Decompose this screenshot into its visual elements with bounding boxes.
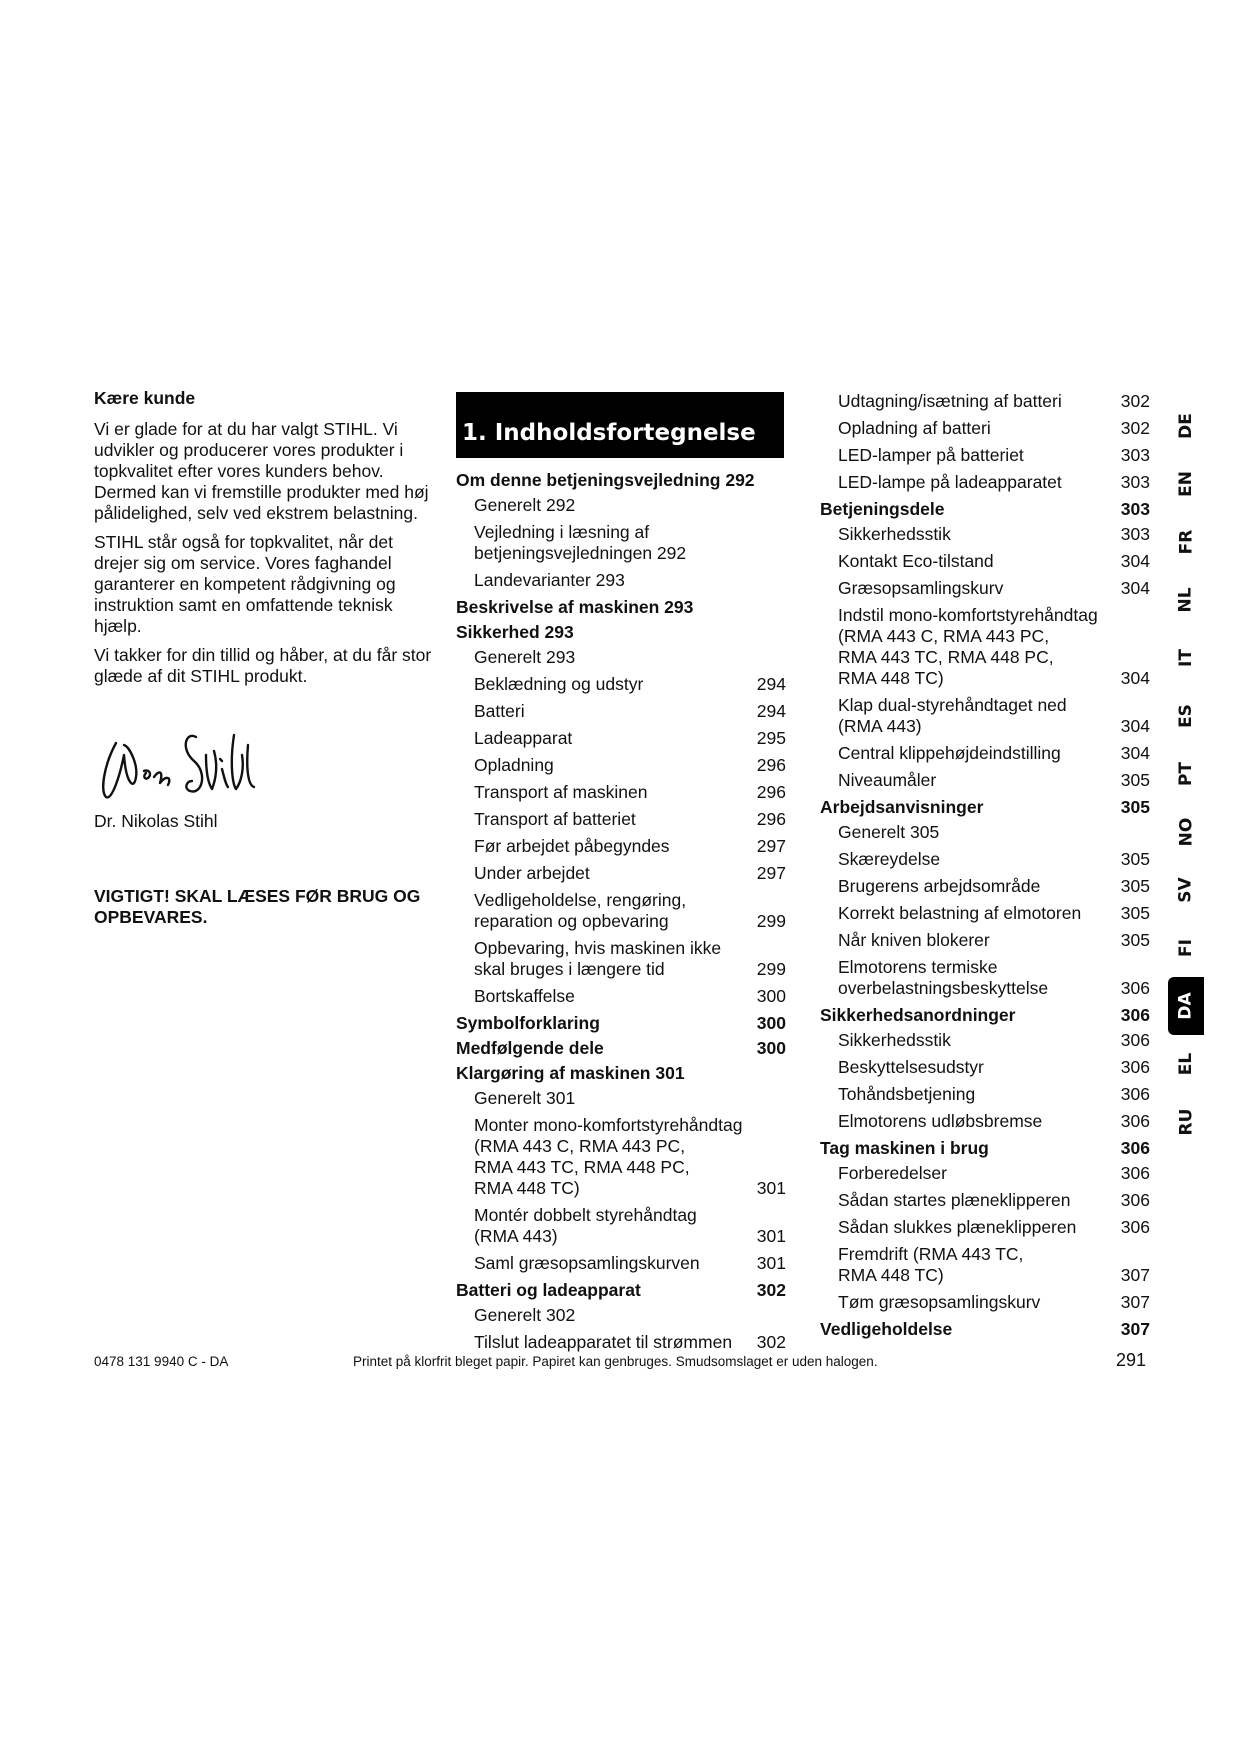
page-number: 291 bbox=[1116, 1350, 1147, 1370]
toc-entry-page: 302 bbox=[1120, 391, 1150, 411]
toc-entry-label: Monter mono-komfortstyrehåndtag (RMA 443 C, RMA 443 PC, RMA 443 TC, RMA 448 PC, RMA 448 TC) bbox=[474, 1115, 743, 1198]
language-tab-ru[interactable] bbox=[1168, 1093, 1204, 1151]
toc-entry-page: 305 bbox=[1120, 876, 1150, 896]
toc-entry-label: Sikkerhedsstik bbox=[838, 524, 951, 544]
letter bbox=[94, 388, 434, 928]
toc-entry-page: 307 bbox=[1120, 1319, 1150, 1339]
language-tab-label: DE bbox=[1175, 413, 1196, 439]
toc-entry-label: Generelt 293 bbox=[474, 647, 576, 667]
toc-entry-label: Saml græsopsamlingskurven bbox=[474, 1253, 700, 1273]
toc-entry-label: Tøm græsopsamlingskurv bbox=[838, 1292, 1041, 1312]
toc-subsection[interactable] bbox=[456, 674, 786, 695]
toc-entry-page: 302 bbox=[1120, 418, 1150, 438]
language-tab-label: FI bbox=[1175, 939, 1196, 957]
toc-entry-label: Generelt 302 bbox=[474, 1305, 576, 1325]
toc-entry-page: 296 bbox=[756, 782, 786, 802]
toc-entry-page: 302 bbox=[756, 1280, 786, 1300]
toc-subsection[interactable] bbox=[820, 743, 1150, 764]
toc-entry-label: Brugerens arbejdsområde bbox=[838, 876, 1041, 896]
toc-entry-page: 295 bbox=[756, 728, 786, 748]
toc-entry-page: 296 bbox=[756, 755, 786, 775]
toc-subsection[interactable] bbox=[456, 1253, 786, 1274]
toc-subsection[interactable] bbox=[820, 822, 1150, 843]
toc-entry-label: Beskyttelsesudstyr bbox=[838, 1057, 984, 1077]
toc-subsection[interactable] bbox=[820, 1217, 1150, 1238]
toc-subsection[interactable] bbox=[820, 849, 1150, 870]
toc-entry-label: Vedligeholdelse, rengøring, reparation og opbevaring bbox=[474, 890, 687, 931]
toc-entry-page: 307 bbox=[1120, 1265, 1150, 1285]
toc-subsection[interactable] bbox=[820, 930, 1150, 951]
toc-subsection[interactable] bbox=[820, 1084, 1150, 1105]
language-tab-label: EN bbox=[1176, 471, 1196, 497]
language-tab-label: IT bbox=[1175, 649, 1196, 667]
toc-entry-label: Når kniven blokerer bbox=[838, 930, 990, 950]
toc-entry-page: 301 bbox=[756, 1178, 786, 1198]
toc-subsection[interactable] bbox=[456, 570, 786, 591]
toc-entry-label: Opladning af batteri bbox=[838, 418, 991, 438]
toc-subsection[interactable] bbox=[820, 418, 1150, 439]
toc-entry-page: 297 bbox=[756, 836, 786, 856]
toc-subsection[interactable] bbox=[820, 1111, 1150, 1132]
toc-entry-page: 305 bbox=[1120, 930, 1150, 950]
language-tab-no[interactable] bbox=[1168, 803, 1204, 861]
toc-section[interactable] bbox=[456, 1013, 786, 1034]
intro-paragraph: Vi er glade for at du har valgt STIHL. Vi udvikler og producerer vores produkter i topkvalitet efter vores kunders behov. Dermed kan vi fremstille produkter med høj pålidelighed, selv ved ekstrem belastning. bbox=[94, 419, 429, 523]
handwritten-signature bbox=[94, 725, 264, 807]
toc-entry-label: Transport af maskinen bbox=[474, 782, 648, 802]
toc-entry-page: 303 bbox=[1120, 445, 1150, 465]
language-tab-label: DA bbox=[1176, 992, 1196, 1020]
language-tab-label: FR bbox=[1175, 529, 1196, 555]
toc-entry-label: Bortskaffelse bbox=[474, 986, 575, 1006]
toc-entry-page: 300 bbox=[756, 1038, 786, 1058]
toc-subsection[interactable] bbox=[820, 1057, 1150, 1078]
toc-title: 1. Indholdsfortegnelse bbox=[462, 420, 756, 446]
language-tab-label: ES bbox=[1175, 704, 1196, 728]
toc-subsection[interactable] bbox=[820, 605, 1150, 689]
toc-entry-label: Generelt 292 bbox=[474, 495, 576, 515]
language-tab-it[interactable] bbox=[1168, 629, 1204, 687]
toc-entry-page: 306 bbox=[1120, 1190, 1150, 1210]
toc-entry-page: 304 bbox=[1120, 578, 1150, 598]
intro-paragraph: STIHL står også for topkvalitet, når det drejer sig om service. Vores faghandel garanterer en kompetent rådgivning og instruktion samt en omfattende teknisk hjælp. bbox=[94, 532, 396, 636]
toc-subsection[interactable] bbox=[820, 876, 1150, 897]
toc-section[interactable] bbox=[456, 470, 786, 491]
toc-entry-label: Central klippehøjdeindstilling bbox=[838, 743, 1061, 763]
toc-subsection[interactable] bbox=[456, 809, 786, 830]
toc-subsection[interactable] bbox=[820, 578, 1150, 599]
toc-entry-page: 305 bbox=[1120, 903, 1150, 923]
toc-entry-page: 297 bbox=[756, 863, 786, 883]
toc-entry-page: 300 bbox=[756, 1013, 786, 1033]
toc-entry-page: 304 bbox=[1120, 743, 1150, 763]
toc-entry-page: 305 bbox=[1120, 770, 1150, 790]
toc-entry-label: Under arbejdet bbox=[474, 863, 590, 883]
language-tabs bbox=[1168, 397, 1204, 1151]
toc-subsection[interactable] bbox=[820, 1292, 1150, 1313]
toc-entry-label: Betjeningsdele bbox=[820, 499, 945, 519]
toc-entry-page: 300 bbox=[756, 986, 786, 1006]
toc-entry-label: Græsopsamlingskurv bbox=[838, 578, 1004, 598]
toc-subsection[interactable] bbox=[820, 445, 1150, 466]
toc-subsection[interactable] bbox=[820, 391, 1150, 412]
toc-subsection[interactable] bbox=[820, 770, 1150, 791]
toc-section[interactable] bbox=[456, 1280, 786, 1301]
toc-entry-label: LED-lamper på batteriet bbox=[838, 445, 1024, 465]
toc-entry-page: 306 bbox=[1120, 978, 1150, 998]
toc-subsection[interactable] bbox=[820, 551, 1150, 572]
toc-entry-label: Elmotorens udløbsbremse bbox=[838, 1111, 1043, 1131]
toc-subsection[interactable] bbox=[456, 890, 786, 932]
toc-section[interactable] bbox=[456, 1038, 786, 1059]
toc-entry-label: Tag maskinen i brug bbox=[820, 1138, 989, 1158]
toc-entry-page: 305 bbox=[1120, 849, 1150, 869]
toc-title-bar bbox=[456, 392, 784, 458]
toc-entry-page: 296 bbox=[756, 809, 786, 829]
toc-entry-label: Generelt 305 bbox=[838, 822, 940, 842]
toc-entry-label: Sådan startes plæneklipperen bbox=[838, 1190, 1071, 1210]
language-tab-pt[interactable] bbox=[1168, 745, 1204, 803]
language-tab-sv[interactable] bbox=[1168, 861, 1204, 919]
toc-entry-label: Niveaumåler bbox=[838, 770, 937, 790]
toc-entry-page: 306 bbox=[1120, 1138, 1150, 1158]
toc-subsection[interactable] bbox=[820, 903, 1150, 924]
toc-subsection[interactable] bbox=[456, 1332, 786, 1353]
intro-paragraph: Vi takker for din tillid og håber, at du får stor glæde af dit STIHL produkt. bbox=[94, 645, 432, 686]
toc-entry-page: 306 bbox=[1120, 1084, 1150, 1104]
toc-entry-page: 304 bbox=[1120, 716, 1150, 736]
language-tab-nl[interactable] bbox=[1168, 571, 1204, 629]
toc-entry-label: Om denne betjeningsvejledning 292 bbox=[456, 470, 755, 490]
toc-subsection[interactable] bbox=[456, 1205, 786, 1247]
toc-section[interactable] bbox=[820, 1319, 1150, 1340]
toc-subsection[interactable] bbox=[456, 522, 786, 564]
toc-entry-page: 307 bbox=[1120, 1292, 1150, 1312]
toc-entry-page: 306 bbox=[1120, 1030, 1150, 1050]
toc-entry-label: Montér dobbelt styrehåndtag (RMA 443) bbox=[474, 1205, 697, 1246]
language-tab-label: EL bbox=[1175, 1052, 1196, 1076]
toc-entry-label: Før arbejdet påbegyndes bbox=[474, 836, 670, 856]
language-tab-en[interactable] bbox=[1168, 455, 1204, 513]
toc-entry-page: 306 bbox=[1120, 1111, 1150, 1131]
toc-entry-page: 305 bbox=[1120, 797, 1150, 817]
toc-subsection[interactable] bbox=[456, 863, 786, 884]
toc-entry-label: Sikkerhedsanordninger bbox=[820, 1005, 1016, 1025]
toc-entry-label: Batteri og ladeapparat bbox=[456, 1280, 641, 1300]
language-tab-label: PT bbox=[1176, 761, 1196, 787]
language-tab-label: RU bbox=[1176, 1108, 1196, 1136]
toc-subsection[interactable] bbox=[820, 1163, 1150, 1184]
toc-entry-page: 303 bbox=[1120, 524, 1150, 544]
toc-subsection[interactable] bbox=[820, 1190, 1150, 1211]
toc-entry-label: Generelt 301 bbox=[474, 1088, 576, 1108]
toc-entry-label: Vedligeholdelse bbox=[820, 1319, 953, 1339]
language-tab-el[interactable] bbox=[1168, 1035, 1204, 1093]
language-tab-label: NL bbox=[1176, 587, 1196, 613]
toc-subsection[interactable] bbox=[820, 1030, 1150, 1051]
toc-entry-page: 306 bbox=[1120, 1163, 1150, 1183]
language-tab-fi[interactable] bbox=[1168, 919, 1204, 977]
toc-entry-label: Forberedelser bbox=[838, 1163, 947, 1183]
toc-entry-label: Vejledning i læsning af betjeningsvejledningen 292 bbox=[474, 522, 687, 563]
toc-entry-label: Indstil mono-komfortstyrehåndtag (RMA 443 C, RMA 443 PC, RMA 443 TC, RMA 448 PC, RMA 448 TC) bbox=[838, 605, 1098, 688]
language-tab-da[interactable] bbox=[1168, 977, 1204, 1035]
toc-section[interactable] bbox=[820, 797, 1150, 818]
toc-entry-label: Sådan slukkes plæneklipperen bbox=[838, 1217, 1077, 1237]
toc-subsection[interactable] bbox=[456, 1305, 786, 1326]
toc-subsection[interactable] bbox=[456, 647, 786, 668]
toc-entry-label: Korrekt belastning af elmotoren bbox=[838, 903, 1082, 923]
toc-subsection[interactable] bbox=[456, 701, 786, 722]
toc-entry-label: Symbolforklaring bbox=[456, 1013, 600, 1033]
language-tab-de[interactable] bbox=[1168, 397, 1204, 455]
toc-entry-page: 304 bbox=[1120, 551, 1150, 571]
toc-entry-page: 306 bbox=[1120, 1005, 1150, 1025]
toc-column-1 bbox=[456, 470, 786, 1359]
document-number: 0478 131 9940 C - DA bbox=[94, 1354, 229, 1369]
toc-subsection[interactable] bbox=[456, 1088, 786, 1109]
toc-subsection[interactable] bbox=[456, 495, 786, 516]
toc-subsection[interactable] bbox=[456, 728, 786, 749]
toc-entry-page: 294 bbox=[756, 701, 786, 721]
toc-entry-page: 299 bbox=[756, 911, 786, 931]
toc-entry-label: Tohåndsbetjening bbox=[838, 1084, 976, 1104]
toc-entry-label: Opladning bbox=[474, 755, 554, 775]
important-notice: VIGTIGT! SKAL LÆSES FØR BRUG OG OPBEVARES. bbox=[94, 886, 421, 927]
toc-subsection[interactable] bbox=[456, 755, 786, 776]
toc-entry-page: 306 bbox=[1120, 1217, 1150, 1237]
toc-entry-label: Beskrivelse af maskinen 293 bbox=[456, 597, 694, 617]
toc-entry-label: Tilslut ladeapparatet til strømmen bbox=[474, 1332, 733, 1352]
toc-subsection[interactable] bbox=[456, 1115, 786, 1199]
toc-entry-label: Ladeapparat bbox=[474, 728, 573, 748]
intro-text bbox=[94, 419, 434, 687]
toc-subsection[interactable] bbox=[456, 836, 786, 857]
toc-section[interactable] bbox=[820, 1005, 1150, 1026]
toc-entry-label: Elmotorens termiske overbelastningsbeskyttelse bbox=[838, 957, 1049, 998]
language-tab-label: SV bbox=[1176, 877, 1196, 903]
toc-entry-page: 301 bbox=[756, 1226, 786, 1246]
toc-subsection[interactable] bbox=[456, 986, 786, 1007]
toc-subsection[interactable] bbox=[456, 782, 786, 803]
toc-subsection[interactable] bbox=[820, 957, 1150, 999]
toc-entry-page: 294 bbox=[756, 674, 786, 694]
toc-entry-page: 301 bbox=[756, 1253, 786, 1273]
toc-entry-label: Medfølgende dele bbox=[456, 1038, 604, 1058]
toc-entry-label: Sikkerhed 293 bbox=[456, 622, 574, 642]
toc-entry-page: 306 bbox=[1120, 1057, 1150, 1077]
toc-section[interactable] bbox=[456, 597, 786, 618]
toc-section[interactable] bbox=[820, 499, 1150, 520]
toc-entry-label: Udtagning/isætning af batteri bbox=[838, 391, 1062, 411]
toc-entry-label: Klap dual-styrehåndtaget ned (RMA 443) bbox=[838, 695, 1067, 736]
toc-section[interactable] bbox=[456, 1063, 786, 1084]
toc-subsection[interactable] bbox=[820, 695, 1150, 737]
toc-subsection[interactable] bbox=[820, 472, 1150, 493]
paper-note: Printet på klorfrit bleget papir. Papiret kan genbruges. Smudsomslaget er uden halogen. bbox=[353, 1354, 878, 1369]
toc-entry-label: Sikkerhedsstik bbox=[838, 1030, 951, 1050]
toc-entry-label: LED-lampe på ladeapparatet bbox=[838, 472, 1062, 492]
toc-entry-label: Skæreydelse bbox=[838, 849, 941, 869]
toc-entry-page: 303 bbox=[1120, 472, 1150, 492]
toc-section[interactable] bbox=[820, 1138, 1150, 1159]
toc-subsection[interactable] bbox=[456, 938, 786, 980]
toc-subsection[interactable] bbox=[820, 524, 1150, 545]
toc-entry-label: Kontakt Eco-tilstand bbox=[838, 551, 994, 571]
language-tab-es[interactable] bbox=[1168, 687, 1204, 745]
toc-entry-label: Klargøring af maskinen 301 bbox=[456, 1063, 685, 1083]
toc-entry-page: 304 bbox=[1120, 668, 1150, 688]
language-tab-fr[interactable] bbox=[1168, 513, 1204, 571]
greeting: Kære kunde bbox=[94, 388, 196, 408]
toc-subsection[interactable] bbox=[820, 1244, 1150, 1286]
toc-entry-label: Transport af batteriet bbox=[474, 809, 636, 829]
signer-name: Dr. Nikolas Stihl bbox=[94, 811, 218, 831]
toc-entry-label: Arbejdsanvisninger bbox=[820, 797, 984, 817]
toc-entry-label: Landevarianter 293 bbox=[474, 570, 625, 590]
toc-entry-label: Batteri bbox=[474, 701, 525, 721]
toc-column-2 bbox=[820, 391, 1150, 1344]
toc-entry-label: Beklædning og udstyr bbox=[474, 674, 644, 694]
language-tab-label: NO bbox=[1176, 817, 1196, 847]
toc-entry-page: 299 bbox=[756, 959, 786, 979]
toc-entry-page: 303 bbox=[1120, 499, 1150, 519]
toc-entry-label: Fremdrift (RMA 443 TC, RMA 448 TC) bbox=[838, 1244, 1024, 1285]
toc-entry-label: Opbevaring, hvis maskinen ikke skal bruges i længere tid bbox=[474, 938, 722, 979]
toc-entry-page: 302 bbox=[756, 1332, 786, 1352]
toc-section[interactable] bbox=[456, 622, 786, 643]
